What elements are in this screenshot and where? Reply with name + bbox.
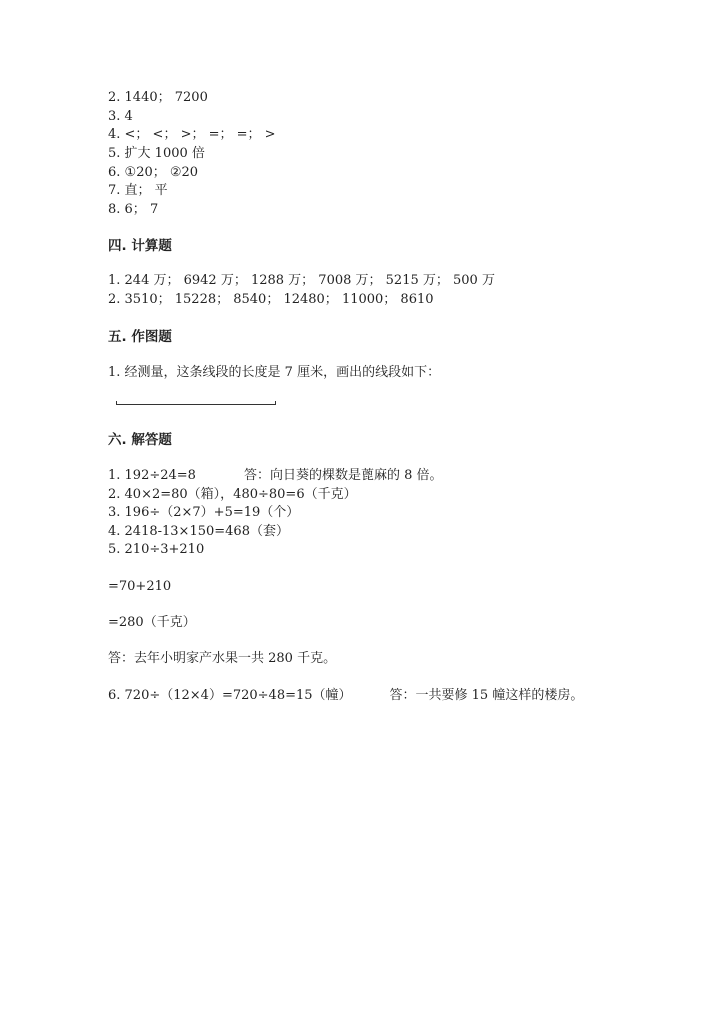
answer-line (108, 687, 583, 705)
answer-line: 1. 244 万； 6942 万； 1288 万； 7008 万； 5215 万； 500 万 (108, 273, 495, 288)
answer-line: 6. ①20； ②20 (108, 165, 199, 180)
q6-calculation: 6. 720÷（12×4）=720÷48=15（幢） (108, 688, 352, 703)
answer-line: 5. 210÷3+210 (108, 542, 205, 557)
answer-line: 2. 1440； 7200 (108, 90, 208, 105)
answer-line: 3. 196÷（2×7）+5=19（个） (108, 505, 300, 520)
answer-line: =280（千克） (108, 615, 196, 630)
section-heading-calculation: 四. 计算题 (108, 238, 172, 254)
drawn-line-segment (116, 404, 276, 405)
answer-line: 5. 扩大 1000 倍 (108, 146, 205, 161)
answer-line: 2. 3510； 15228； 8540； 12480； 11000； 8610 (108, 292, 434, 307)
answer-line (108, 467, 443, 485)
section-heading-word-problems: 六. 解答题 (108, 432, 172, 448)
answer-line: =70+210 (108, 579, 172, 594)
q1-answer: 答：向日葵的棵数是蓖麻的 8 倍。 (243, 468, 443, 483)
answer-line: 8. 6； 7 (108, 202, 159, 217)
section-heading-drawing: 五. 作图题 (108, 329, 172, 345)
answer-line: 2. 40×2=80（箱），480÷80=6（千克） (108, 487, 357, 502)
answer-line: 3. 4 (108, 109, 133, 124)
answer-line: 答：去年小明家产水果一共 280 千克。 (108, 651, 337, 666)
answer-line: 4. <； <； >； =； =； > (108, 127, 276, 142)
q1-calculation: 1. 192÷24=8 (108, 468, 196, 483)
answer-line: 1. 经测量，这条线段的长度是 7 厘米，画出的线段如下： (108, 365, 441, 380)
answer-line: 4. 2418-13×150=468（套） (108, 524, 289, 539)
q6-answer: 答：一共要修 15 幢这样的楼房。 (389, 688, 584, 703)
answer-line: 7. 直； 平 (108, 183, 168, 198)
